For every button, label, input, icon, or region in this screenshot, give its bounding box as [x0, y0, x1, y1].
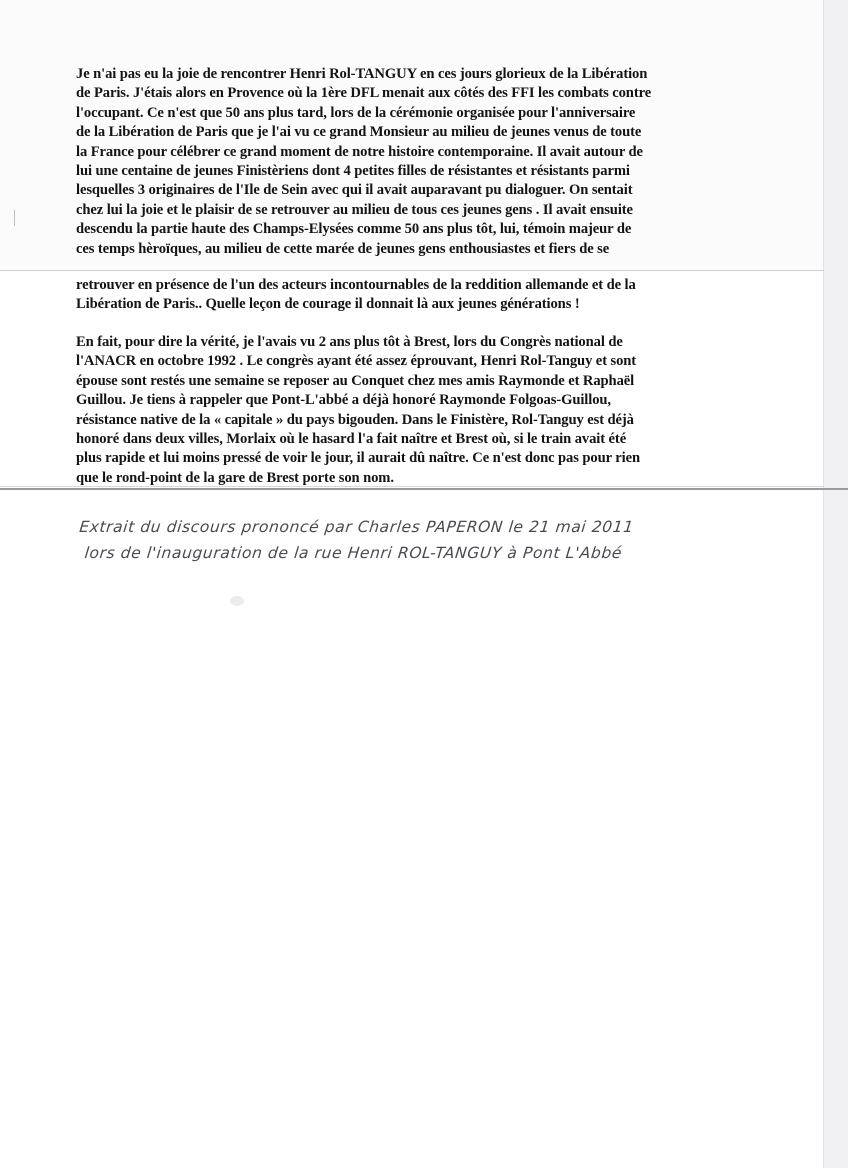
text-line: En fait, pour dire la vérité, je l'avais vu 2 ans plus tôt à Brest, lors du Congrès national de — [76, 334, 623, 350]
text-line: retrouver en présence de l'un des acteurs incontournables de la reddition allemande et de la — [76, 277, 636, 293]
paper-smudge — [230, 596, 244, 606]
text-line: que le rond-point de la gare de Brest porte son nom. — [76, 469, 394, 486]
text-line: descendu la partie haute des Champs-Elysées comme 50 ans plus tôt, lui, témoin majeur de — [76, 221, 632, 238]
text-line: la France pour célébrer ce grand moment de notre histoire contemporaine. Il avait autour de — [76, 143, 643, 160]
text-line: plus rapide et lui moins pressé de voir le jour, il aurait dû naître. Ce n'est donc pas pour rien — [76, 450, 640, 467]
text-line: Libération de Paris.. Quelle leçon de courage il donnait là aux jeunes générations ! — [76, 296, 580, 313]
text-line: honoré dans deux villes, Morlaix où le hasard l'a fait naître et Brest où, si le train avait été — [76, 431, 627, 448]
handwritten-caption — [75, 514, 780, 566]
scanner-edge — [823, 0, 848, 1168]
text-line: Je n'ai pas eu la joie de rencontrer Henri Rol-TANGUY en ces jours glorieux de la Libération — [76, 66, 648, 82]
text-line: l'occupant. Ce n'est que 50 ans plus tard, lors de la cérémonie organisée pour l'anniversaire — [76, 104, 636, 121]
handwritten-line: lors de l'inauguration de la rue Henri ROL-TANGUY à Pont L'Abbé — [83, 544, 624, 562]
text-line: l'ANACR en octobre 1992 . Le congrès ayant été assez éprouvant, Henri Rol-Tanguy et sont — [76, 353, 637, 370]
text-line: épouse sont restés une semaine se reposer au Conquet chez mes amis Raymonde et Raphaël — [76, 372, 635, 389]
text-line: de la Libération de Paris que je l'ai vu ce grand Monsieur au milieu de jeunes venus de toute — [76, 124, 642, 141]
paste-line-lower — [0, 488, 848, 490]
text-line: lesquelles 3 originaires de l'Ile de Sein avec qui il avait auparavant pu dialoguer. On sentait — [76, 182, 633, 199]
handwritten-line: Extrait du discours prononcé par Charles PAPERON le 21 mai 2011 — [78, 518, 635, 536]
text-line: résistance native de la « capitale » du pays bigouden. Dans le Finistère, Rol-Tanguy est déjà — [76, 411, 634, 428]
text-line: de Paris. J'étais alors en Provence où la 1ère DFL menait aux côtés des FFI les combats contre — [76, 85, 652, 102]
text-line: chez lui la joie et le plaisir de se retrouver au milieu de tous ces jeunes gens . Il avait ensuite — [76, 201, 633, 218]
text-line: ces temps hèroïques, au milieu de cette marée de jeunes gens enthousiastes et fiers de se — [76, 240, 610, 257]
paragraph-1-continued — [76, 276, 722, 315]
text-line: lui une centaine de jeunes Finistèriens dont 4 petites filles de résistantes et résistants parmi — [76, 163, 630, 180]
text-line: Guillou. Je tiens à rappeler que Pont-L'abbé a déjà honoré Raymonde Folgoas-Guillou, — [76, 392, 611, 409]
paste-line-upper — [0, 270, 824, 271]
paragraph-2 — [76, 333, 722, 488]
margin-mark — [14, 210, 15, 226]
paragraph-1 — [76, 65, 722, 259]
